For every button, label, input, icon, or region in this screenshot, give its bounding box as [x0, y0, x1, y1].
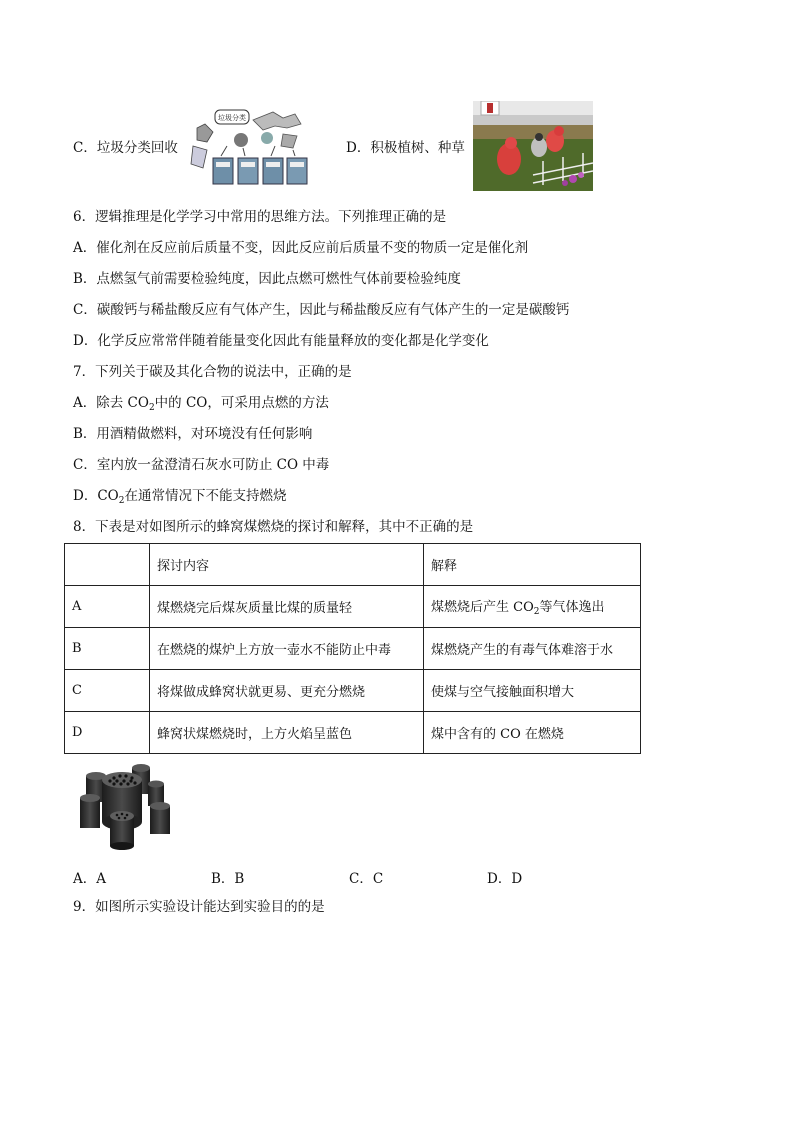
q6-option-d: D．化学反应常常伴随着能量变化因此有能量释放的变化都是化学变化 [73, 333, 489, 349]
table-header-cell: 解释 [424, 544, 641, 586]
q7-stem: 7．下列关于碳及其化合物的说法中，正确的是 [73, 364, 352, 380]
q8-answer-a: A．A [73, 871, 106, 887]
row-label: A [65, 586, 150, 628]
honeycomb-coal-image [74, 762, 178, 852]
table-row [65, 628, 641, 670]
row-content: 将煤做成蜂窝状就更易、更充分燃烧 [150, 670, 424, 712]
q7-option-c: C．室内放一盆澄清石灰水可防止 CO 中毒 [73, 457, 330, 473]
table-row [65, 670, 641, 712]
q5-option-d: D．积极植树、种草 [346, 140, 465, 156]
table-header-row [65, 544, 641, 586]
q6-option-a: A．催化剂在反应前后质量不变，因此反应前后质量不变的物质一定是催化剂 [73, 240, 529, 256]
q9-stem: 9．如图所示实验设计能达到实验目的的是 [73, 899, 325, 915]
row-content: 在燃烧的煤炉上方放一壶水不能防止中毒 [150, 628, 424, 670]
q8-answer-d: D．D [487, 871, 523, 887]
q6-stem: 6．逻辑推理是化学学习中常用的思维方法。下列推理正确的是 [73, 209, 447, 225]
row-explanation: 煤中含有的 CO 在燃烧 [424, 712, 641, 754]
q5-option-c: C．垃圾分类回收 [73, 140, 178, 156]
q8-stem: 8．下表是对如图所示的蜂窝煤燃烧的探讨和解释，其中不正确的是 [73, 519, 474, 535]
tree-planting-photo [473, 101, 593, 191]
recycling-illustration [183, 106, 311, 188]
row-label: B [65, 628, 150, 670]
q6-option-b: B．点燃氢气前需要检验纯度，因此点燃可燃性气体前要检验纯度 [73, 271, 461, 287]
row-label: C [65, 670, 150, 712]
q7-option-b: B．用酒精做燃料，对环境没有任何影响 [73, 426, 313, 442]
row-content: 煤燃烧完后煤灰质量比煤的质量轻 [150, 586, 424, 628]
row-explanation: 煤燃烧后产生 $CO_2$等气体逸出 [424, 586, 641, 628]
row-content: 蜂窝状煤燃烧时，上方火焰呈蓝色 [150, 712, 424, 754]
row-explanation: 使煤与空气接触面积增大 [424, 670, 641, 712]
table-header-cell: 探讨内容 [150, 544, 424, 586]
q8-table [64, 543, 641, 754]
q8-answer-b: B．B [211, 871, 245, 887]
q7-option-a: A．除去 $CO_2$中的 CO，可采用点燃的方法 [73, 395, 329, 413]
table-header-cell [65, 544, 150, 586]
row-label: D [65, 712, 150, 754]
table-row [65, 712, 641, 754]
table-row [65, 586, 641, 628]
q7-option-d: D．$CO_2$在通常情况下不能支持燃烧 [73, 488, 287, 506]
q6-option-c: C．碳酸钙与稀盐酸反应有气体产生，因此与稀盐酸反应有气体产生的一定是碳酸钙 [73, 302, 570, 318]
recycle-sign-text: 垃圾分类 [218, 114, 246, 122]
q8-answer-c: C．C [349, 871, 384, 887]
row-explanation: 煤燃烧产生的有毒气体难溶于水 [424, 628, 641, 670]
